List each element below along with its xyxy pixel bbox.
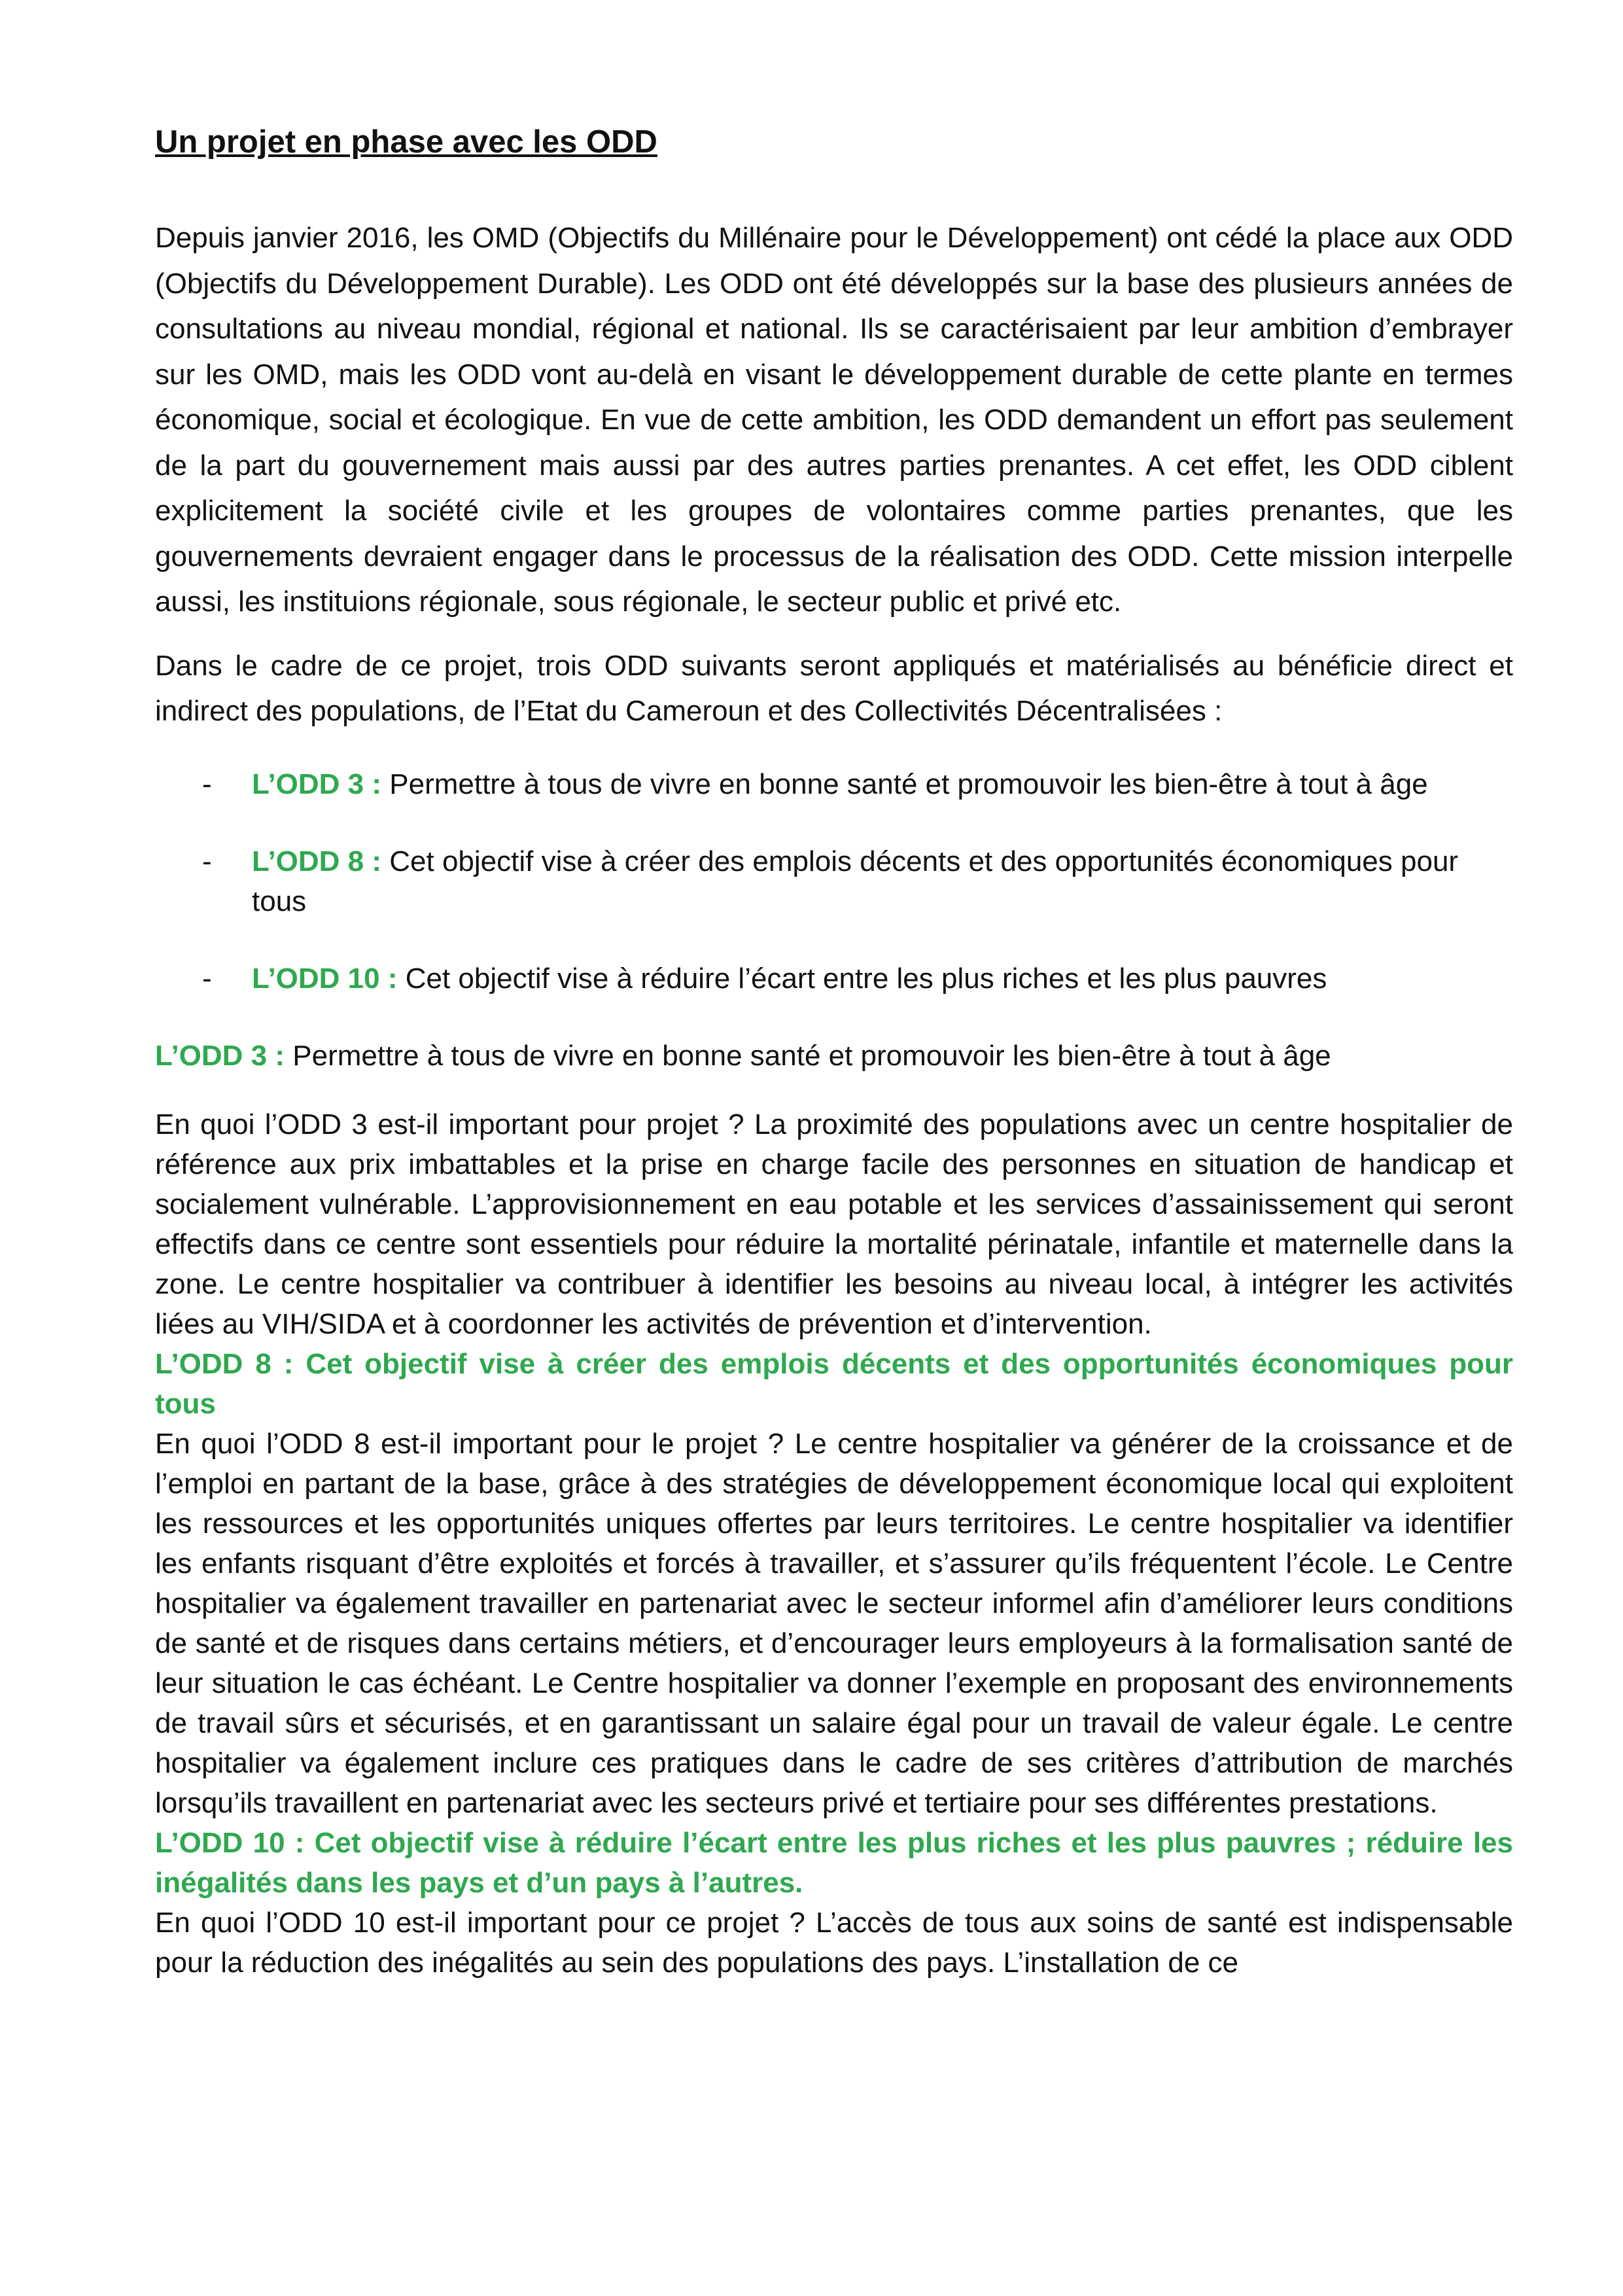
list-dash: -: [202, 845, 212, 877]
page-title: Un projet en phase avec les ODD: [155, 124, 657, 160]
odd-label: L’ODD 8 :: [252, 845, 382, 877]
odd3-label: L’ODD 3 :: [155, 1039, 285, 1072]
context-paragraph: Dans le cadre de ce projet, trois ODD suivants seront appliqués et matérialisés au bénéficie direct et indirect des populations, de l’Etat du Cameroun et des Collectivités Décentralisées :: [155, 649, 1513, 727]
odd3-body: En quoi l’ODD 3 est-il important pour projet ? La proximité des populations avec un centre hospitalier de référence aux prix imbattables et la prise en charge facile des personnes en situation de handicap et socialement vulnérable. L’approvisionnement en eau potable et les services d’assainissement qui seront effectifs dans ce centre sont essentiels pour réduire la mortalité périnatale, infantile et maternelle dans la zone. Le centre hospitalier va contribuer à identifier les besoins au niveau local, à intégrer les activités liées au VIH/SIDA et à coordonner les activités de prévention et d’intervention.: [155, 1108, 1513, 1340]
intro-paragraph: Depuis janvier 2016, les OMD (Objectifs du Millénaire pour le Développement) ont cédé la place aux ODD (Objectifs du Développement Durable). Les ODD ont été développés sur la base des plusieurs années de consultations au niveau mondial, régional et national. Ils se caractérisaient par leur ambition d’embrayer sur les OMD, mais les ODD vont au-delà en visant le développement durable de cette plante en termes économique, social et écologique. En vue de cette ambition, les ODD demandent un effort pas seulement de la part du gouvernement mais aussi par des autres parties prenantes. A cet effet, les ODD ciblent explicitement la société civile et les groupes de volontaires comme parties prenantes, que les gouvernements devraient engager dans le processus de la réalisation des ODD. Cette mission interpelle aussi, les instituions régionale, sous régionale, le secteur public et privé etc.: [155, 222, 1513, 618]
odd8-heading: L’ODD 8 : Cet objectif vise à créer des emplois décents et des opportunités économiques pour tous: [155, 1347, 1513, 1420]
odd3-heading: [155, 1036, 1513, 1076]
odd-label: L’ODD 10 :: [252, 962, 398, 995]
list-dash: -: [202, 768, 212, 800]
odd3-heading-text: Permettre à tous de vivre en bonne santé et promouvoir les bien-être à tout à âge: [292, 1039, 1331, 1072]
list-item: [155, 959, 1513, 998]
page-content: [155, 108, 1513, 1983]
odd-label: L’ODD 3 :: [252, 768, 382, 800]
odd-description: Cet objectif vise à créer des emplois décents et des opportunités économiques pour tous: [252, 845, 1459, 917]
odd-description: Permettre à tous de vivre en bonne santé et promouvoir les bien-être à tout à âge: [389, 768, 1428, 800]
list-item: [155, 841, 1513, 921]
odd-description: Cet objectif vise à réduire l’écart entre les plus riches et les plus pauvres: [405, 962, 1327, 995]
list-item: [155, 764, 1513, 804]
odd8-body: En quoi l’ODD 8 est-il important pour le projet ? Le centre hospitalier va générer de la croissance et de l’emploi en partant de la base, grâce à des stratégies de développement économique local qui exploitent les ressources et les opportunités uniques offertes par leurs territoires. Le centre hospitalier va identifier les enfants risquant d’être exploités et forcés à travailler, et s’assurer qu’ils fréquentent l’école. Le Centre hospitalier va également travailler en partenariat avec le secteur informel afin d’améliorer leurs conditions de santé et de risques dans certains métiers, et d’encourager leurs employeurs à la formalisation santé de leur situation le cas échéant. Le Centre hospitalier va donner l’exemple en proposant des environnements de travail sûrs et sécurisés, et en garantissant un salaire égal pour un travail de valeur égale. Le centre hospitalier va également inclure ces pratiques dans le cadre de ses critères d’attribution de marchés lorsqu’ils travaillent en partenariat avec les secteurs privé et tertiaire pour ses différentes prestations.: [155, 1427, 1513, 1819]
odd10-body: En quoi l’ODD 10 est-il important pour ce projet ? L’accès de tous aux soins de santé est indispensable pour la réduction des inégalités au sein des populations des pays. L’installation de ce: [155, 1906, 1513, 1979]
odd-list: [155, 764, 1513, 998]
list-dash: -: [202, 962, 212, 995]
odd10-heading: L’ODD 10 : Cet objectif vise à réduire l’écart entre les plus riches et les plus pauvres ; réduire les inégalités dans les pays et d’un pays à l’autres.: [155, 1826, 1513, 1899]
